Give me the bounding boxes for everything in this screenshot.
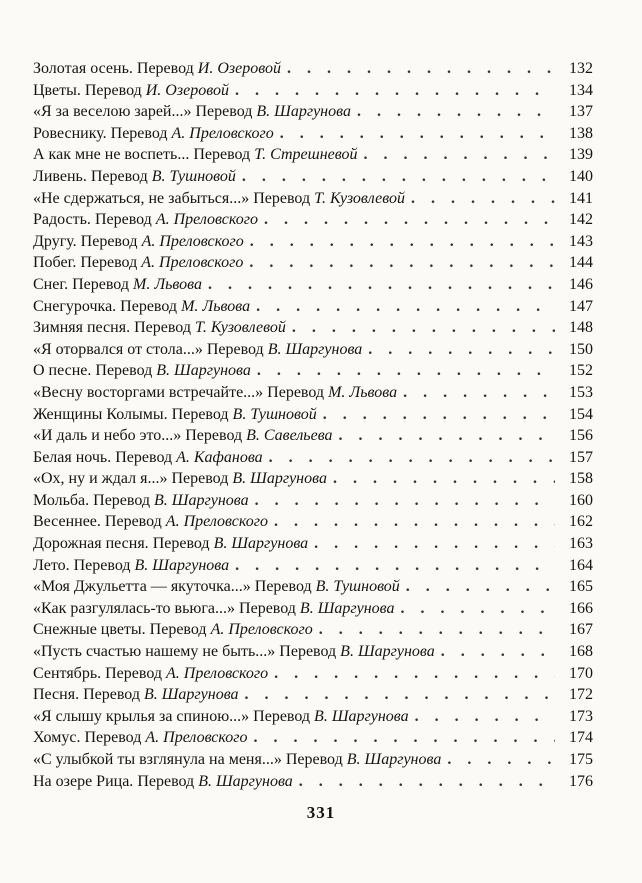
toc-entry: [33, 360, 593, 382]
toc-entry: [33, 447, 593, 469]
poem-title: Цветы.: [33, 81, 81, 99]
toc-entry: [33, 576, 593, 598]
translation-label: Перевод: [84, 81, 142, 99]
page-ref: 172: [569, 686, 593, 704]
dot-leader: [441, 641, 555, 663]
dot-leader: [264, 209, 555, 231]
page-ref: 147: [569, 297, 593, 315]
translation-label: Перевод: [253, 189, 311, 207]
dot-leader: [287, 58, 555, 80]
translator-name: А. Преловского: [155, 211, 258, 229]
translation-label: Перевод: [104, 513, 162, 531]
poem-title: Другу.: [33, 232, 77, 250]
toc-entry: [33, 749, 593, 771]
dot-leader: [299, 771, 555, 793]
translation-label: Перевод: [185, 427, 243, 445]
page-ref: 168: [569, 643, 593, 661]
poem-title: Побег.: [33, 254, 77, 272]
translator-name: В. Савельева: [246, 427, 333, 445]
translation-label: Перевод: [136, 60, 194, 77]
page-ref: 139: [569, 146, 593, 164]
page-ref: 140: [569, 167, 593, 185]
page-ref: 158: [569, 470, 593, 488]
translator-name: В. Шаргунова: [232, 470, 327, 488]
toc-entry: [33, 663, 593, 685]
toc-entry: [33, 619, 593, 641]
dot-leader: [406, 576, 555, 598]
page-ref: 138: [569, 124, 593, 142]
dot-leader: [403, 382, 555, 404]
page-ref: 142: [569, 211, 593, 229]
page-ref: 150: [569, 340, 593, 358]
translation-label: Перевод: [152, 535, 210, 553]
dot-leader: [280, 123, 555, 145]
poem-title: «И даль и небо это...»: [33, 427, 182, 445]
translator-name: А. Преловского: [145, 729, 248, 747]
dot-leader: [208, 274, 555, 296]
poem-title: «Ох, ну и ждал я...»: [33, 470, 168, 488]
page-ref: 141: [569, 189, 593, 207]
translation-label: Перевод: [105, 664, 162, 682]
translation-label: Перевод: [115, 448, 173, 466]
poem-title: «Я слышу крылья за спиною...»: [33, 707, 250, 725]
translator-name: В. Шаргунова: [299, 599, 395, 617]
page-ref: 156: [569, 427, 593, 445]
dot-leader: [274, 663, 555, 685]
poem-title: Песня.: [33, 686, 80, 704]
dot-leader: [254, 727, 555, 749]
poem-title: Снег.: [33, 275, 69, 293]
toc-entry: [33, 641, 593, 663]
dot-leader: [368, 339, 555, 361]
toc-entry: [33, 339, 593, 361]
translation-label: Перевод: [206, 340, 264, 358]
page-ref: 153: [569, 383, 593, 401]
translation-label: Перевод: [73, 556, 131, 574]
translator-name: В. Тушновой: [151, 167, 236, 185]
translation-label: Перевод: [80, 232, 138, 250]
toc-entry: [33, 490, 593, 512]
dot-leader: [401, 598, 556, 620]
translator-name: В. Тушновой: [315, 578, 400, 596]
poem-title: «Не сдержаться, не забыться...»: [33, 189, 250, 207]
toc-entry: [33, 166, 593, 188]
poem-title: «Пусть счастью нашему не быть...»: [33, 643, 276, 661]
translation-label: Перевод: [285, 751, 343, 768]
translator-name: М. Львова: [181, 297, 251, 315]
poem-title: «Весну восторгами встречайте...»: [33, 383, 264, 401]
page-ref: 134: [569, 81, 593, 99]
translator-name: Т. Кузовлевой: [194, 319, 286, 337]
toc-entry: [33, 101, 593, 123]
dot-leader: [364, 144, 556, 166]
toc-entry: [33, 144, 593, 166]
translator-name: Т. Кузовлевой: [314, 189, 406, 207]
page-ref: 166: [569, 599, 593, 617]
toc-entry: [33, 404, 593, 426]
toc-entry: [33, 425, 593, 447]
translator-name: А. Преловского: [171, 124, 274, 142]
toc-entry: [33, 771, 593, 793]
dot-leader: [249, 252, 555, 274]
translation-label: Перевод: [80, 254, 138, 272]
dot-leader: [292, 317, 555, 339]
translation-label: Перевод: [120, 297, 178, 315]
page-ref: 132: [569, 60, 593, 77]
poem-title: Дорожная песня.: [33, 535, 149, 553]
translator-name: В. Шаргунова: [256, 103, 351, 121]
poem-title: «Я за веселою зарей...»: [33, 103, 192, 121]
page-ref: 146: [569, 275, 593, 293]
page-ref: 175: [569, 751, 593, 768]
dot-leader: [314, 533, 555, 555]
toc-entry: [33, 533, 593, 555]
page-ref: 164: [569, 556, 593, 574]
page-ref: 173: [569, 707, 593, 725]
translator-name: В. Шаргунова: [198, 772, 293, 790]
translation-label: Перевод: [171, 470, 229, 488]
translation-label: Перевод: [94, 211, 152, 229]
toc-entry: [33, 468, 593, 490]
translator-name: А. Преловского: [141, 254, 244, 272]
translation-label: Перевод: [171, 405, 229, 423]
translator-name: И. Озеровой: [145, 81, 229, 99]
poem-title: Женщины Колымы.: [33, 405, 168, 423]
toc-entry-list: [33, 58, 593, 792]
poem-title: Мольба.: [33, 491, 90, 509]
dot-leader: [274, 511, 555, 533]
translation-label: Перевод: [239, 599, 296, 617]
dot-leader: [235, 80, 555, 102]
dot-leader: [256, 296, 555, 318]
translation-label: Перевод: [253, 707, 311, 725]
page-ref: 137: [569, 103, 593, 121]
dot-leader: [255, 490, 555, 512]
page-number: 331: [306, 803, 336, 822]
translator-name: В. Шаргунова: [156, 362, 251, 380]
translator-name: В. Шаргунова: [340, 643, 435, 661]
poem-title: Сентябрь.: [33, 664, 102, 682]
page-ref: 165: [569, 578, 593, 596]
poem-title: Ровеснику.: [33, 124, 107, 142]
translator-name: В. Шаргунова: [143, 686, 239, 704]
toc-entry: [33, 274, 593, 296]
toc-entry: [33, 58, 593, 80]
toc-entry: [33, 209, 593, 231]
page-ref: 174: [569, 729, 593, 747]
page-ref: 162: [569, 513, 593, 531]
translation-label: Перевод: [72, 275, 129, 293]
translation-label: Перевод: [254, 578, 312, 596]
translator-name: Т. Стрешневой: [254, 146, 358, 164]
poem-title: О песне.: [33, 362, 92, 380]
translator-name: В. Шаргунова: [154, 491, 249, 509]
translator-name: В. Шаргунова: [314, 707, 409, 725]
translator-name: В. Шаргунова: [134, 556, 230, 574]
poem-title: Хомус.: [33, 729, 81, 747]
toc-entry: [33, 317, 593, 339]
dot-leader: [257, 360, 555, 382]
dot-leader: [235, 555, 555, 577]
translation-label: Перевод: [90, 167, 148, 185]
translation-label: Перевод: [93, 491, 151, 509]
translator-name: А. Преловского: [210, 621, 313, 639]
translator-name: М. Львова: [328, 383, 398, 401]
translator-name: В. Шаргунова: [213, 535, 309, 553]
dot-leader: [415, 706, 555, 728]
translator-name: В. Шаргунова: [346, 751, 442, 768]
toc-entry: [33, 80, 593, 102]
translation-label: Перевод: [193, 146, 251, 164]
translation-label: Перевод: [137, 772, 195, 790]
poem-title: «Я оторвался от стола...»: [33, 340, 203, 358]
dot-leader: [357, 101, 555, 123]
poem-title: Зимняя песня.: [33, 319, 131, 337]
dot-leader: [447, 749, 555, 771]
translator-name: В. Шаргунова: [267, 340, 363, 358]
page-ref: 176: [569, 772, 593, 790]
dot-leader: [323, 404, 555, 426]
page-ref: 170: [569, 664, 593, 682]
dot-leader: [333, 468, 555, 490]
translation-label: Перевод: [195, 103, 253, 121]
toc-entry: [33, 252, 593, 274]
poem-title: Весеннее.: [33, 513, 101, 531]
page-ref: 143: [569, 232, 593, 250]
translator-name: А. Преловского: [165, 513, 268, 531]
poem-title: Снежные цветы.: [33, 621, 146, 639]
translator-name: А. Преловского: [166, 664, 269, 682]
translation-label: Перевод: [267, 383, 325, 401]
translator-name: А. Кафанова: [176, 448, 263, 466]
page-ref: 163: [569, 535, 593, 553]
translation-label: Перевод: [279, 643, 337, 661]
dot-leader: [242, 166, 555, 188]
translation-label: Перевод: [95, 362, 153, 380]
translator-name: В. Тушновой: [232, 405, 317, 423]
toc-entry: [33, 296, 593, 318]
translation-label: Перевод: [83, 686, 140, 704]
poem-title: Лето.: [33, 556, 70, 574]
poem-title: Радость.: [33, 211, 91, 229]
translation-label: Перевод: [149, 621, 207, 639]
dot-leader: [319, 619, 555, 641]
page-ref: 152: [569, 362, 593, 380]
page-ref: 154: [569, 405, 593, 423]
poem-title: «Моя Джульетта — якуточка...»: [33, 578, 251, 596]
toc-entry: [33, 231, 593, 253]
poem-title: Белая ночь.: [33, 448, 112, 466]
poem-title: На озере Рица.: [33, 772, 134, 790]
poem-title: Ливень.: [33, 167, 87, 185]
translation-label: Перевод: [134, 319, 191, 337]
page-ref: 148: [569, 319, 593, 337]
poem-title: А как мне не воспеть...: [33, 146, 190, 164]
poem-title: Золотая осень.: [33, 60, 133, 77]
translator-name: М. Львова: [132, 275, 202, 293]
toc-entry: [33, 727, 593, 749]
toc-entry: [33, 555, 593, 577]
poem-title: Снегурочка.: [33, 297, 117, 315]
dot-leader: [269, 447, 555, 469]
page-ref: 144: [569, 254, 593, 272]
toc-entry: [33, 511, 593, 533]
toc-entry: [33, 123, 593, 145]
poem-title: «Как разгулялась-то вьюга...»: [33, 599, 236, 617]
translation-label: Перевод: [110, 124, 168, 142]
translation-label: Перевод: [84, 729, 142, 747]
toc-entry: [33, 684, 593, 706]
toc-entry: [33, 188, 593, 210]
dot-leader: [250, 231, 555, 253]
translator-name: А. Преловского: [141, 232, 244, 250]
toc-entry: [33, 706, 593, 728]
toc-entry: [33, 598, 593, 620]
table-of-contents: [33, 58, 593, 792]
translator-name: И. Озеровой: [197, 60, 281, 77]
page-ref: 167: [569, 621, 593, 639]
toc-entry: [33, 382, 593, 404]
page-ref: 157: [569, 448, 593, 466]
dot-leader: [411, 188, 555, 210]
page-ref: 160: [569, 491, 593, 509]
dot-leader: [245, 684, 555, 706]
dot-leader: [339, 425, 555, 447]
poem-title: «С улыбкой ты взглянула на меня...»: [33, 751, 282, 768]
